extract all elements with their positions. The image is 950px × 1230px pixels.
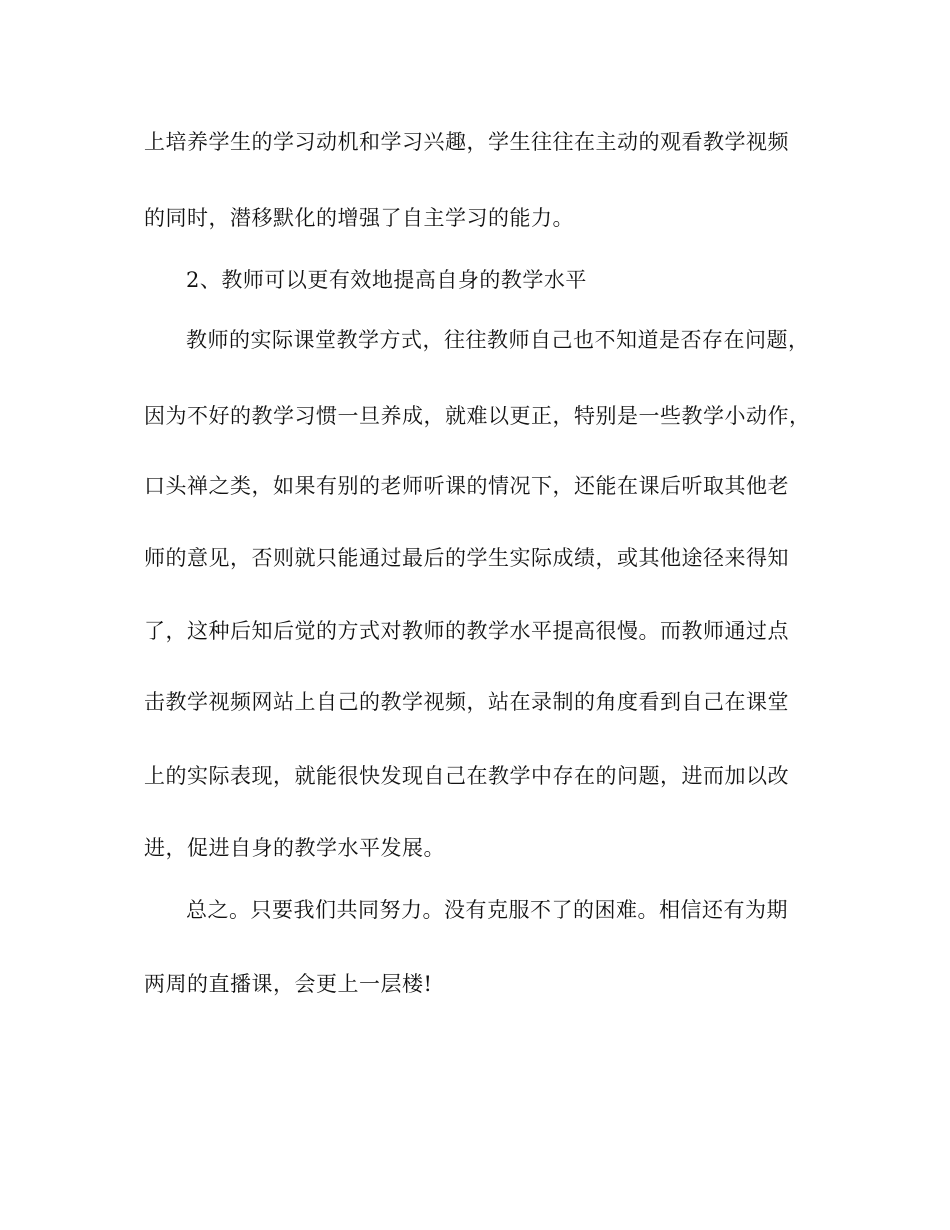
paragraph-1-line-2: 的同时，潜移默化的增强了自主学习的能力。 bbox=[144, 206, 574, 230]
paragraph-1-line-1: 上培养学生的学习动机和学习兴趣，学生往往在主动的观看教学视频 bbox=[144, 130, 789, 154]
paragraph-2-line-7: 上的实际表现，就能很快发现自己在教学中存在的问题，进而加以改 bbox=[144, 764, 789, 788]
paragraph-2-line-1: 教师的实际课堂教学方式，往往教师自己也不知道是否存在问题， bbox=[186, 328, 810, 352]
paragraph-2-line-4: 师的意见，否则就只能通过最后的学生实际成绩，或其他途径来得知 bbox=[144, 546, 789, 570]
paragraph-2-line-8: 进，促进自身的教学水平发展。 bbox=[144, 836, 445, 860]
paragraph-2-line-2: 因为不好的教学习惯一旦养成，就难以更正，特别是一些教学小动作， bbox=[144, 404, 811, 428]
paragraph-2-line-6: 击教学视频网站上自己的教学视频，站在录制的角度看到自己在课堂 bbox=[144, 690, 789, 714]
paragraph-2-line-5: 了，这种后知后觉的方式对教师的教学水平提高很慢。而教师通过点 bbox=[144, 619, 789, 643]
section-heading-2: 2、教师可以更有效地提高自身的教学水平 bbox=[186, 268, 587, 292]
paragraph-2-line-3: 口头禅之类，如果有别的老师听课的情况下，还能在课后听取其他老 bbox=[144, 474, 789, 498]
paragraph-3-line-1: 总之。只要我们共同努力。没有克服不了的困难。相信还有为期 bbox=[186, 898, 788, 922]
paragraph-3-line-2: 两周的直播课，会更上一层楼! bbox=[144, 972, 433, 996]
